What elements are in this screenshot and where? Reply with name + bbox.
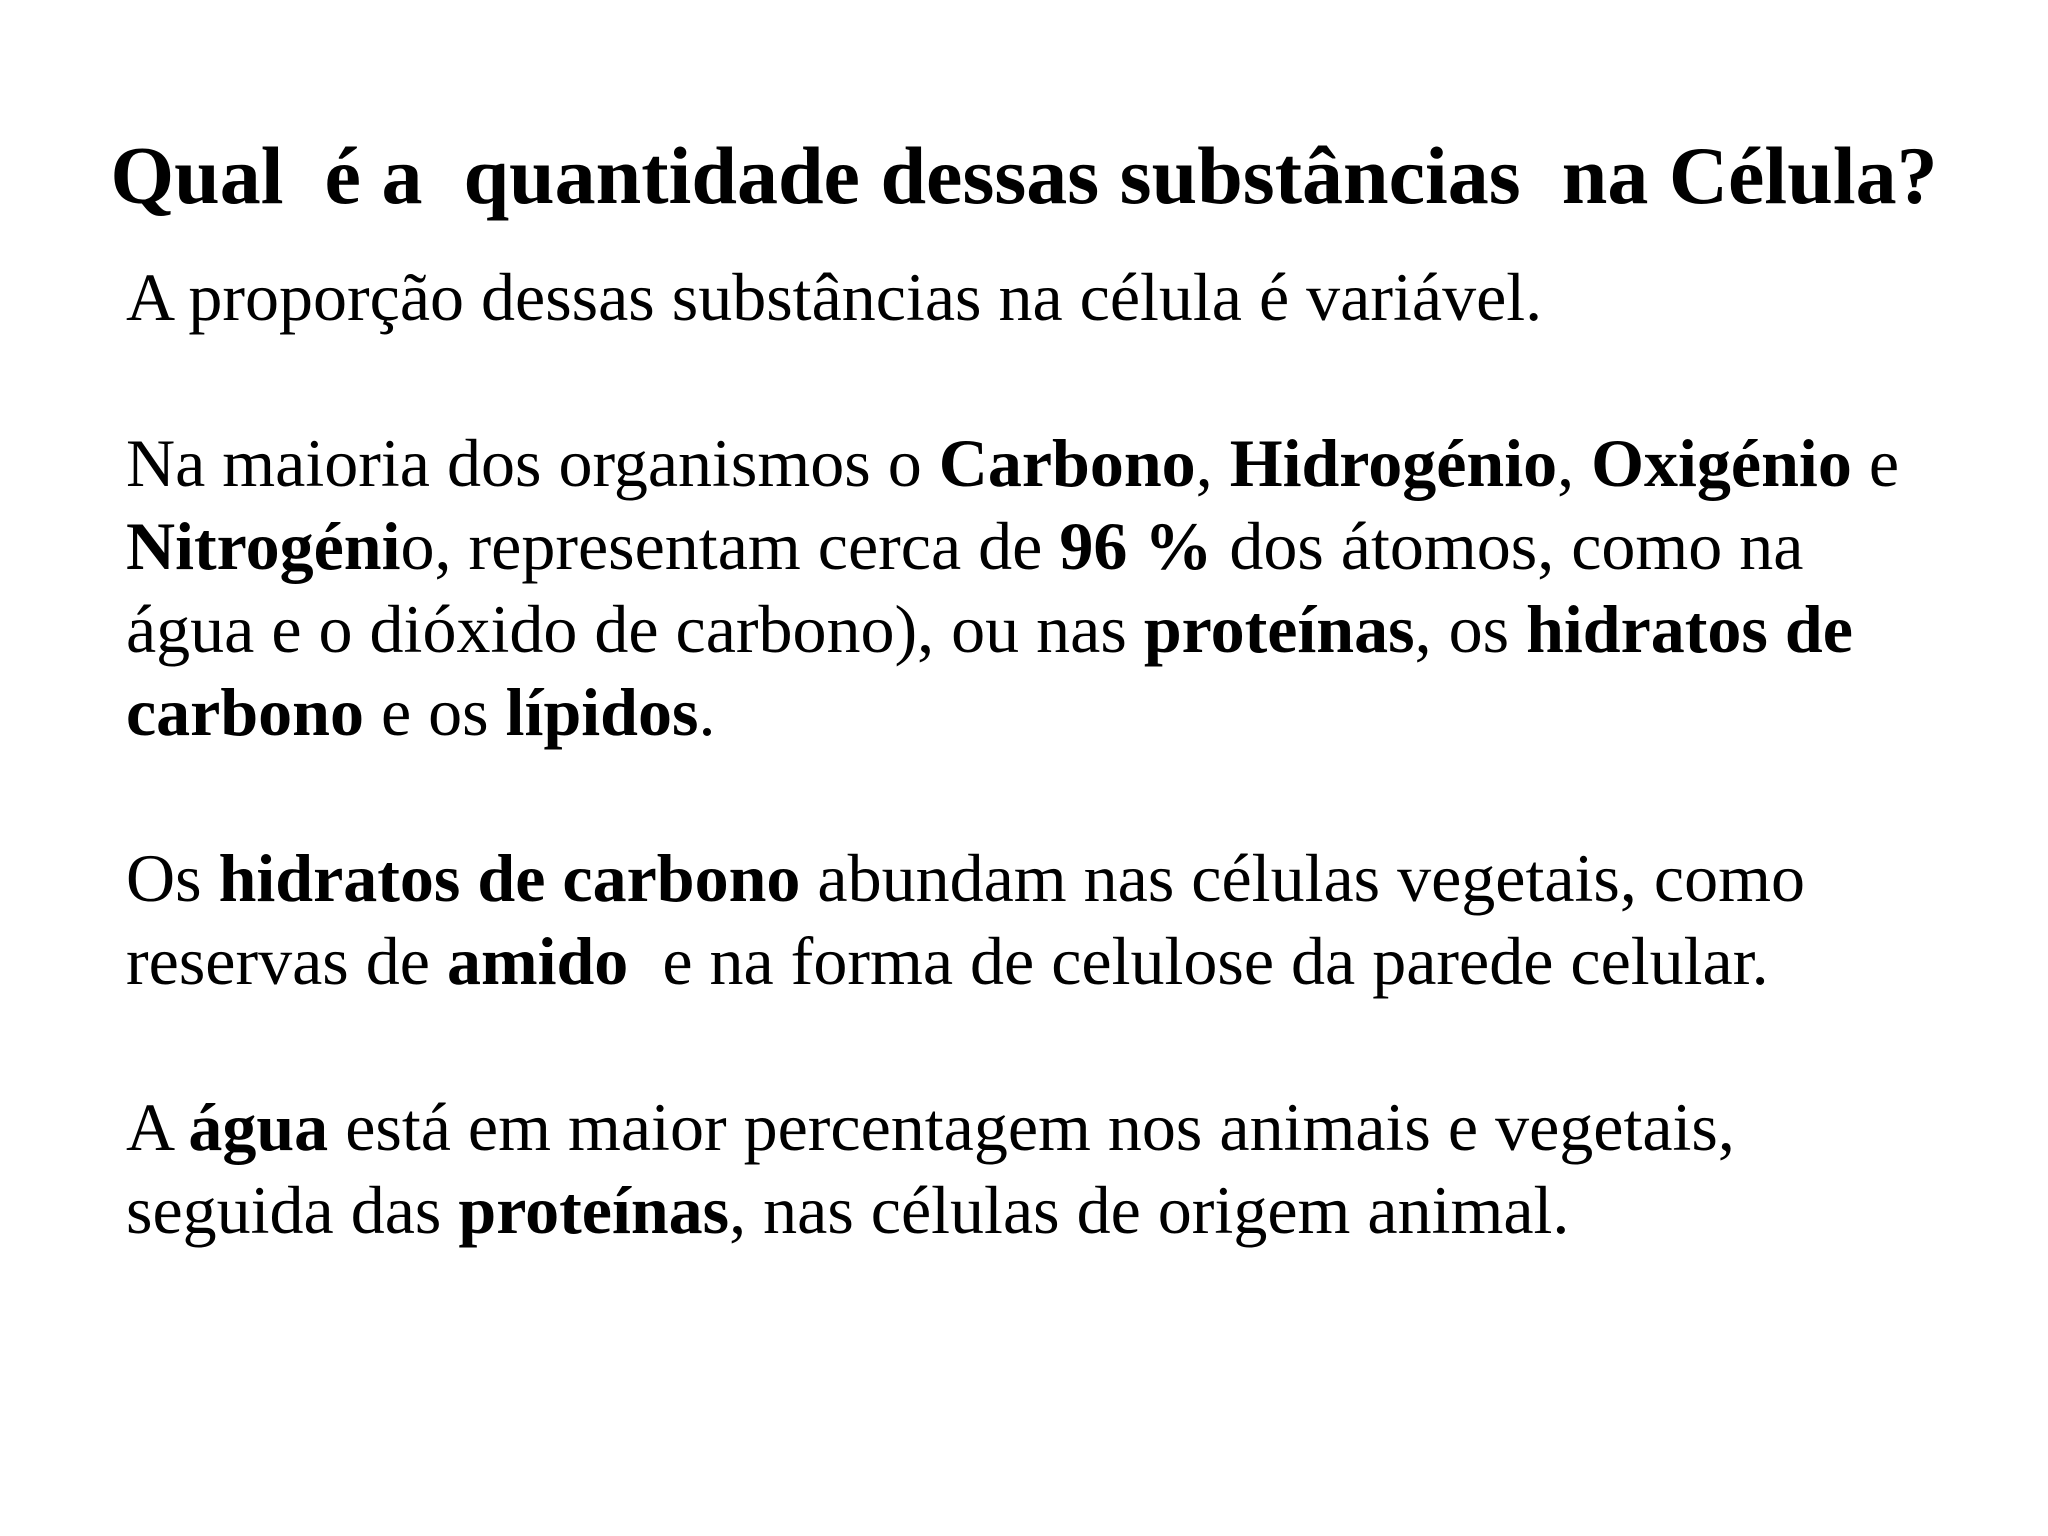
text-run: abundam nas células vegetais, como: [800, 840, 1805, 916]
text-run: seguida das: [126, 1172, 459, 1248]
text-line: [126, 1169, 2006, 1252]
text-run: e na forma de celulose da parede celular.: [628, 923, 1769, 999]
text-run: ,: [1557, 425, 1592, 501]
slide-title: Qual é a quantidade dessas substâncias na Célula?: [110, 130, 1938, 221]
text-line: [126, 505, 2006, 588]
text-run: reservas de: [126, 923, 447, 999]
text-run: e: [1851, 425, 1900, 501]
bold-term: Oxigénio: [1591, 425, 1852, 501]
text-line: [126, 671, 2006, 754]
paragraph-proportion: [126, 256, 2006, 339]
text-run: Os: [126, 840, 219, 916]
bold-term: Nitrogéni: [126, 508, 401, 584]
paragraph-carbohydrates: [126, 837, 2006, 1003]
text-run: , nas células de origem animal.: [729, 1172, 1570, 1248]
text-run: o, representam cerca de: [400, 508, 1060, 584]
paragraph-elements: [126, 422, 2006, 754]
bold-term: proteínas: [1143, 591, 1415, 667]
text-line: [126, 1086, 2006, 1169]
paragraph-gap: [126, 339, 2006, 422]
text-run: água e o dióxido de carbono), ou nas: [126, 591, 1144, 667]
text-line: [126, 920, 2006, 1003]
bold-term: Carbono: [938, 425, 1196, 501]
bold-term: água: [188, 1089, 329, 1165]
bold-term: amido: [446, 923, 629, 999]
paragraph-water: [126, 1086, 2006, 1252]
paragraph-gap: [126, 1003, 2006, 1086]
bold-term: proteínas: [458, 1172, 730, 1248]
text-run: está em maior percentagem nos animais e vegetais,: [328, 1089, 1735, 1165]
paragraph-gap: [126, 754, 2006, 837]
text-line: [126, 837, 2006, 920]
text-run: A proporção dessas substâncias na célula é variável.: [126, 259, 1543, 335]
bold-term: carbono: [126, 674, 364, 750]
text-line: [126, 422, 2006, 505]
text-run: dos átomos, como na: [1212, 508, 1804, 584]
bold-term: lípidos: [505, 674, 699, 750]
slide-body: [126, 256, 2006, 1252]
text-run: .: [698, 674, 716, 750]
text-run: Na maioria dos organismos o: [126, 425, 939, 501]
bold-term: hidratos de: [1526, 591, 1853, 667]
text-run: e os: [364, 674, 506, 750]
bold-term: 96 %: [1059, 508, 1213, 584]
text-line: [126, 588, 2006, 671]
bold-term: hidratos de carbono: [218, 840, 801, 916]
bold-term: Hidrogénio: [1229, 425, 1558, 501]
text-run: , os: [1414, 591, 1527, 667]
text-run: ,: [1195, 425, 1230, 501]
text-run: A: [126, 1089, 189, 1165]
